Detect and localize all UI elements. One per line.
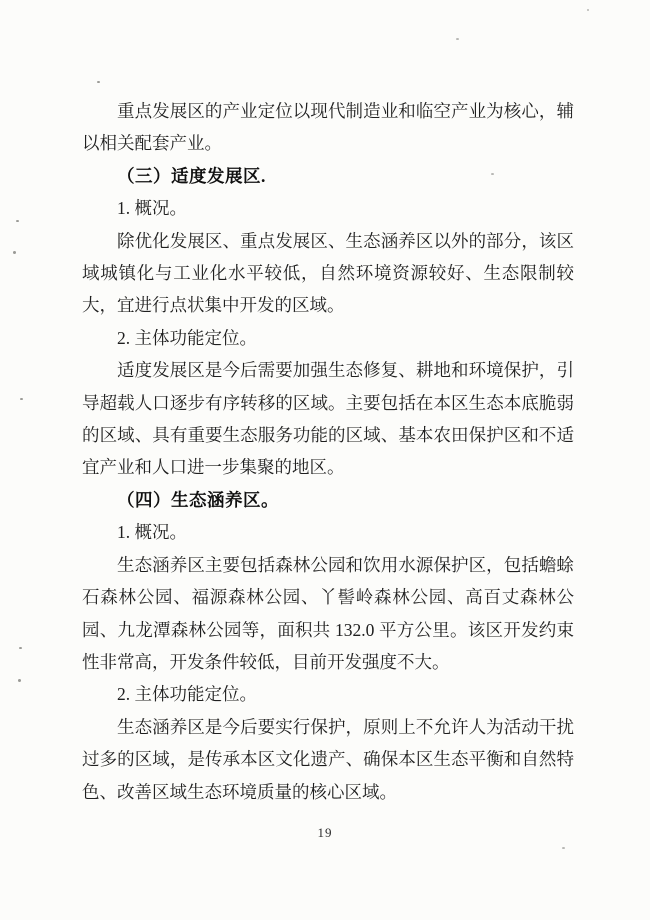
- scan-speckle: [491, 173, 494, 175]
- paragraph-eco-conservation-overview: 生态涵养区主要包括森林公园和饮用水源保护区，包括蟾蜍石森林公园、福源森林公园、丫髻岭森林公园、高百丈森林公园、九龙潭森林公园等，面积共 132.0 平方公里。该区开发约束性非常高，开发条件较低，目前开发强度不大。: [82, 554, 574, 672]
- scan-speckle: [19, 647, 22, 649]
- paragraph-moderate-dev-overview: 除优化发展区、重点发展区、生态涵养区以外的部分，该区域城镇化与工业化水平较低，自然环境资源较好、生态限制较大，宜进行点状集中开发的区域。: [82, 230, 574, 316]
- item-1-overview-moderate-dev: 1. 概况。: [117, 198, 187, 219]
- paragraph-key-dev-zone-industry: 重点发展区的产业定位以现代制造业和临空产业为核心，辅以相关配套产业。: [82, 101, 574, 154]
- scan-speckle: [456, 38, 459, 40]
- scan-speckle: [587, 9, 589, 11]
- scan-speckle: [13, 251, 16, 254]
- heading-section-4-eco-conservation-zone: （四）生态涵养区。: [117, 489, 279, 510]
- page-body-text: [82, 95, 574, 808]
- heading-section-3-moderate-dev-zone: （三）适度发展区.: [117, 165, 266, 186]
- scan-speckle: [20, 398, 23, 400]
- scan-speckle: [16, 220, 19, 222]
- scan-speckle: [18, 679, 21, 682]
- item-1-overview-eco-conservation: 1. 概况。: [117, 522, 187, 543]
- scan-speckle: [97, 81, 100, 83]
- page-number: 19: [317, 825, 333, 840]
- item-2-main-function-moderate-dev: 2. 主体功能定位。: [117, 327, 257, 348]
- paragraph-eco-conservation-function: 生态涵养区是今后要实行保护，原则上不允许人为活动干扰过多的区域，是传承本区文化遗产、确保本区生态平衡和自然特色、改善区域生态环境质量的核心区域。: [82, 716, 574, 802]
- scan-speckle: [562, 847, 565, 849]
- item-2-main-function-eco-conservation: 2. 主体功能定位。: [117, 684, 257, 705]
- paragraph-moderate-dev-function: 适度发展区是今后需要加强生态修复、耕地和环境保护，引导超载人口逐步有序转移的区域。主要包括在本区生态本底脆弱的区域、具有重要生态服务功能的区域、基本农田保护区和不适宜产业和人口进一步集聚的地区。: [82, 360, 574, 478]
